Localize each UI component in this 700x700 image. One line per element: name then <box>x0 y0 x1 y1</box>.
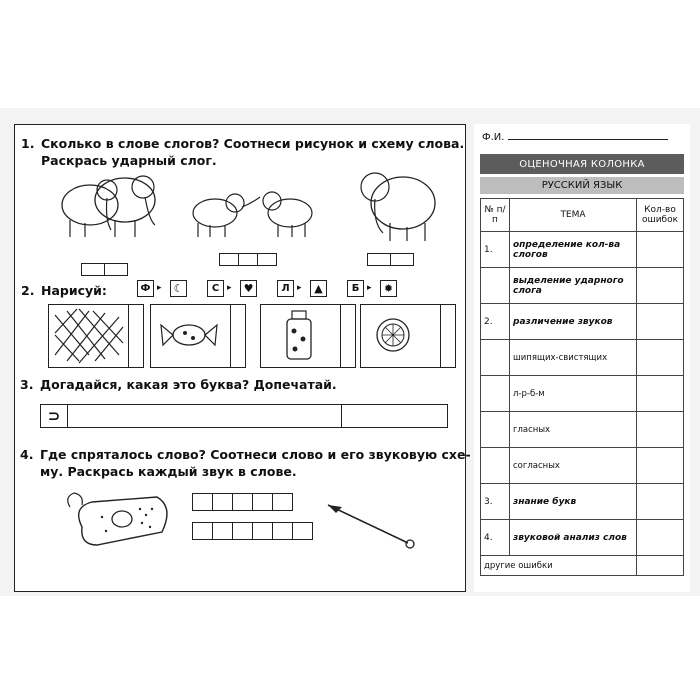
col-topic: ТЕМА <box>510 199 637 232</box>
row-number: 3. <box>481 484 510 520</box>
row-topic: знание букв <box>510 484 637 520</box>
arrow-image <box>320 495 420 555</box>
task-1-number: 1. <box>21 136 35 151</box>
syllable-scheme-3[interactable] <box>367 253 413 266</box>
moon-icon: ☾ <box>170 280 187 297</box>
letter-box-l: Л <box>277 280 294 297</box>
row-errors-cell[interactable] <box>637 232 684 268</box>
letter-fragment: ⊃ <box>41 405 68 427</box>
milk-bottle-icon <box>261 305 339 365</box>
row-number <box>481 448 510 484</box>
task-4 <box>20 446 471 480</box>
task-3-text: Догадайся, какая это буква? Допечатай. <box>40 377 337 392</box>
row-topic: определение кол-ва слогов <box>510 232 637 268</box>
name-field[interactable] <box>482 130 668 143</box>
row-topic: согласных <box>510 448 637 484</box>
table-row <box>481 268 684 304</box>
row-number <box>481 268 510 304</box>
row-topic: л-р-б-м <box>510 376 637 412</box>
task-2-text: Нарисуй: <box>41 283 107 298</box>
panel-subject: РУССКИЙ ЯЗЫК <box>480 177 684 194</box>
assessment-panel <box>474 124 690 592</box>
arrow-icon: ▸ <box>297 283 302 293</box>
picture-candy[interactable] <box>150 304 246 368</box>
row-errors-cell[interactable] <box>637 304 684 340</box>
table-row <box>481 340 684 376</box>
task-1-text-line1: Сколько в слове слогов? Соотнеси рисунок и схему слова. <box>41 136 465 151</box>
two-elephants-image <box>45 165 175 245</box>
row-topic: звуковой анализ слов <box>510 520 637 556</box>
row-topic: различение звуков <box>510 304 637 340</box>
net-icon <box>49 305 127 365</box>
task-3 <box>20 376 337 393</box>
row-number <box>481 412 510 448</box>
task-2-number: 2. <box>21 283 35 298</box>
row-errors-cell[interactable] <box>637 520 684 556</box>
row-number: 1. <box>481 232 510 268</box>
col-errors: Кол-во ошибок <box>637 199 684 232</box>
other-errors-cell[interactable] <box>637 556 684 576</box>
arrow-icon: ▸ <box>227 283 232 293</box>
star-icon: ✹ <box>380 280 397 297</box>
row-number: 2. <box>481 304 510 340</box>
big-elephant-image <box>345 163 445 245</box>
row-errors-cell[interactable] <box>637 268 684 304</box>
table-row <box>481 376 684 412</box>
row-number: 4. <box>481 520 510 556</box>
table-row-other <box>481 556 684 576</box>
name-label: Ф.И. <box>482 132 505 143</box>
table-row <box>481 412 684 448</box>
picture-lemon[interactable] <box>360 304 456 368</box>
row-errors-cell[interactable] <box>637 484 684 520</box>
triangle-icon: ▲ <box>310 280 327 297</box>
two-small-elephants-image <box>180 185 330 245</box>
task-2 <box>21 282 107 299</box>
col-number: № п/п <box>481 199 510 232</box>
letter-answer-box[interactable] <box>40 404 448 428</box>
row-number <box>481 340 510 376</box>
task-4-number: 4. <box>20 447 34 462</box>
other-errors-label: другие ошибки <box>481 556 637 576</box>
assessment-table <box>480 198 684 576</box>
table-row <box>481 484 684 520</box>
task-4-text-line1: Где спряталось слово? Соотнеси слово и его звуковую схе- <box>40 447 471 462</box>
heart-icon: ♥ <box>240 280 257 297</box>
task-3-number: 3. <box>20 377 34 392</box>
row-errors-cell[interactable] <box>637 340 684 376</box>
row-topic: гласных <box>510 412 637 448</box>
row-errors-cell[interactable] <box>637 412 684 448</box>
sound-scheme-1[interactable] <box>192 493 292 511</box>
row-number <box>481 376 510 412</box>
row-errors-cell[interactable] <box>637 448 684 484</box>
task-4-text-line2: му. Раскрась каждый звук в слове. <box>40 464 297 479</box>
lemon-icon <box>361 305 439 365</box>
table-row <box>481 304 684 340</box>
table-row <box>481 448 684 484</box>
sound-scheme-2[interactable] <box>192 522 312 540</box>
letter-box-b: Б <box>347 280 364 297</box>
arrow-icon: ▸ <box>157 283 162 293</box>
candy-icon <box>151 305 229 365</box>
task-1-text-line2: Раскрась ударный слог. <box>41 153 217 168</box>
table-row <box>481 232 684 268</box>
picture-bottle[interactable] <box>260 304 356 368</box>
panel-header: ОЦЕНОЧНАЯ КОЛОНКА <box>480 154 684 174</box>
hot-water-bottle-image <box>62 487 182 557</box>
letter-box-f: Ф <box>137 280 154 297</box>
row-topic: выделение ударного слога <box>510 268 637 304</box>
syllable-scheme-1[interactable] <box>81 263 127 276</box>
picture-net[interactable] <box>48 304 144 368</box>
row-errors-cell[interactable] <box>637 376 684 412</box>
letter-box-s: С <box>207 280 224 297</box>
arrow-icon: ▸ <box>367 283 372 293</box>
row-topic: шипящих-свистящих <box>510 340 637 376</box>
syllable-scheme-2[interactable] <box>219 253 276 266</box>
table-row <box>481 520 684 556</box>
